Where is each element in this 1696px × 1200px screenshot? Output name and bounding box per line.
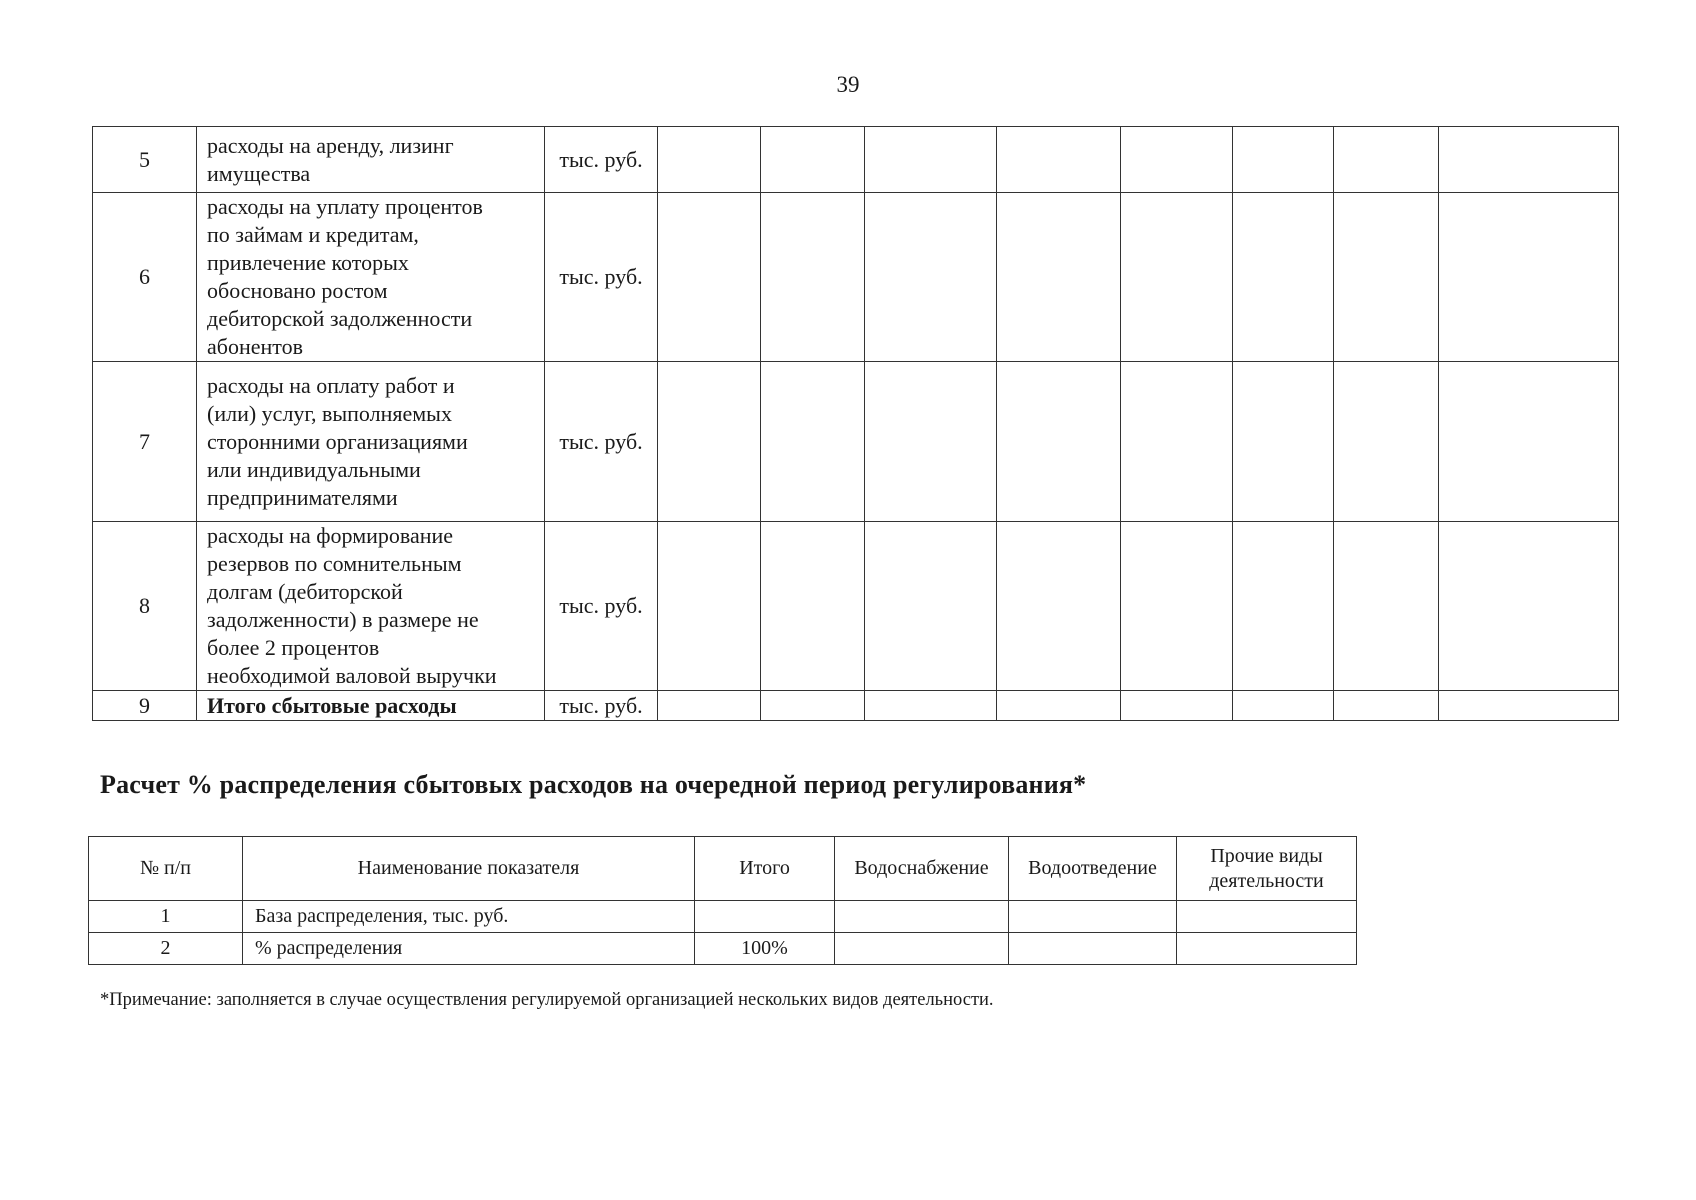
empty-cell [658,362,761,522]
row-num: 7 [93,362,197,522]
empty-cell [1121,127,1233,193]
row-name-line: долгам (дебиторской [207,579,403,604]
empty-cell [1334,127,1439,193]
row-name-line: или индивидуальными [207,456,421,482]
empty-cell [1009,933,1177,965]
empty-cell [865,522,997,691]
empty-cell [1177,933,1357,965]
empty-cell [835,901,1009,933]
empty-cell [761,691,865,721]
row-name-line: абонентов [207,334,303,359]
row-num: 9 [93,691,197,721]
row-unit: тыс. руб. [545,691,658,721]
empty-cell [1439,127,1619,193]
row-num: 6 [93,193,197,362]
empty-cell [1334,522,1439,691]
empty-cell [1439,362,1619,522]
row-name-line: имущества [207,160,311,186]
empty-cell [997,127,1121,193]
empty-cell [1121,362,1233,522]
row-unit: тыс. руб. [545,127,658,193]
row-name [197,522,545,691]
row-total: 100% [695,933,835,965]
empty-cell [865,691,997,721]
empty-cell [1439,193,1619,362]
table-row [89,901,1357,933]
empty-cell [658,522,761,691]
empty-cell [761,522,865,691]
row-name-line: по займам и кредитам, [207,222,419,247]
row-name-line: резервов по сомнительным [207,551,462,576]
header-other-line-1: Прочие виды [1210,844,1323,867]
header-other-line-2: деятельности [1209,869,1324,892]
row-name-line: (или) услуг, выполняемых [207,400,452,426]
row-name-line: Итого сбытовые расходы [207,692,457,718]
page-number: 39 [836,72,860,97]
header-total: Итого [695,837,835,901]
header-other [1177,837,1357,901]
empty-cell [1439,522,1619,691]
empty-cell [1177,901,1357,933]
empty-cell [997,362,1121,522]
row-name-line: необходимой валовой выручки [207,663,497,688]
row-num: 5 [93,127,197,193]
row-name [197,691,545,721]
empty-cell [1233,193,1334,362]
empty-cell [865,127,997,193]
empty-cell [761,193,865,362]
empty-cell [865,362,997,522]
empty-cell [1439,691,1619,721]
table-row [89,933,1357,965]
empty-cell [997,691,1121,721]
empty-cell [1121,691,1233,721]
empty-cell [1233,522,1334,691]
empty-cell [835,933,1009,965]
table-row [93,362,1619,522]
row-name: База распределения, тыс. руб. [243,901,695,933]
empty-cell [1334,362,1439,522]
empty-cell [658,127,761,193]
row-name-line: более 2 процентов [207,635,380,660]
row-name [197,193,545,362]
row-unit: тыс. руб. [545,193,658,362]
table-row [93,691,1619,721]
header-water-disposal: Водоотведение [1009,837,1177,901]
row-unit: тыс. руб. [545,362,658,522]
empty-cell [1009,901,1177,933]
row-name-line: предпринимателями [207,484,398,510]
empty-cell [658,691,761,721]
row-name-line: расходы на аренду, лизинг [207,132,454,158]
empty-cell [997,522,1121,691]
header-water-supply: Водоснабжение [835,837,1009,901]
row-total [695,901,835,933]
section-title: Расчет % распределения сбытовых расходов на очередной период регулирования* [100,770,1087,799]
row-name-line: расходы на оплату работ и [207,372,455,398]
empty-cell [761,127,865,193]
footnote: *Примечание: заполняется в случае осуществления регулируемой организацией нескольких видов деятельности. [100,990,994,1010]
empty-cell [1233,127,1334,193]
empty-cell [1233,362,1334,522]
empty-cell [658,193,761,362]
row-num: 1 [89,901,243,933]
row-num: 2 [89,933,243,965]
table-row [93,127,1619,193]
distribution-header-row [89,837,1357,901]
row-name-line: расходы на уплату процентов [207,194,483,219]
row-name [197,127,545,193]
table-row [93,193,1619,362]
empty-cell [1121,193,1233,362]
row-name-line: обосновано ростом [207,278,388,303]
empty-cell [865,193,997,362]
empty-cell [1334,193,1439,362]
header-num: № п/п [89,837,243,901]
empty-cell [1233,691,1334,721]
empty-cell [1121,522,1233,691]
row-name-line: дебиторской задолженности [207,306,473,331]
row-num: 8 [93,522,197,691]
empty-cell [1334,691,1439,721]
row-name [197,362,545,522]
header-name: Наименование показателя [243,837,695,901]
row-name: % распределения [243,933,695,965]
row-unit: тыс. руб. [545,522,658,691]
row-name-line: расходы на формирование [207,523,454,548]
empty-cell [997,193,1121,362]
row-name-line: сторонними организациями [207,428,468,454]
empty-cell [761,362,865,522]
row-name-line: задолженности) в размере не [207,607,479,632]
table-row [93,522,1619,691]
row-name-line: привлечение которых [207,250,409,275]
distribution-table [88,836,1357,965]
expense-table [92,126,1619,721]
